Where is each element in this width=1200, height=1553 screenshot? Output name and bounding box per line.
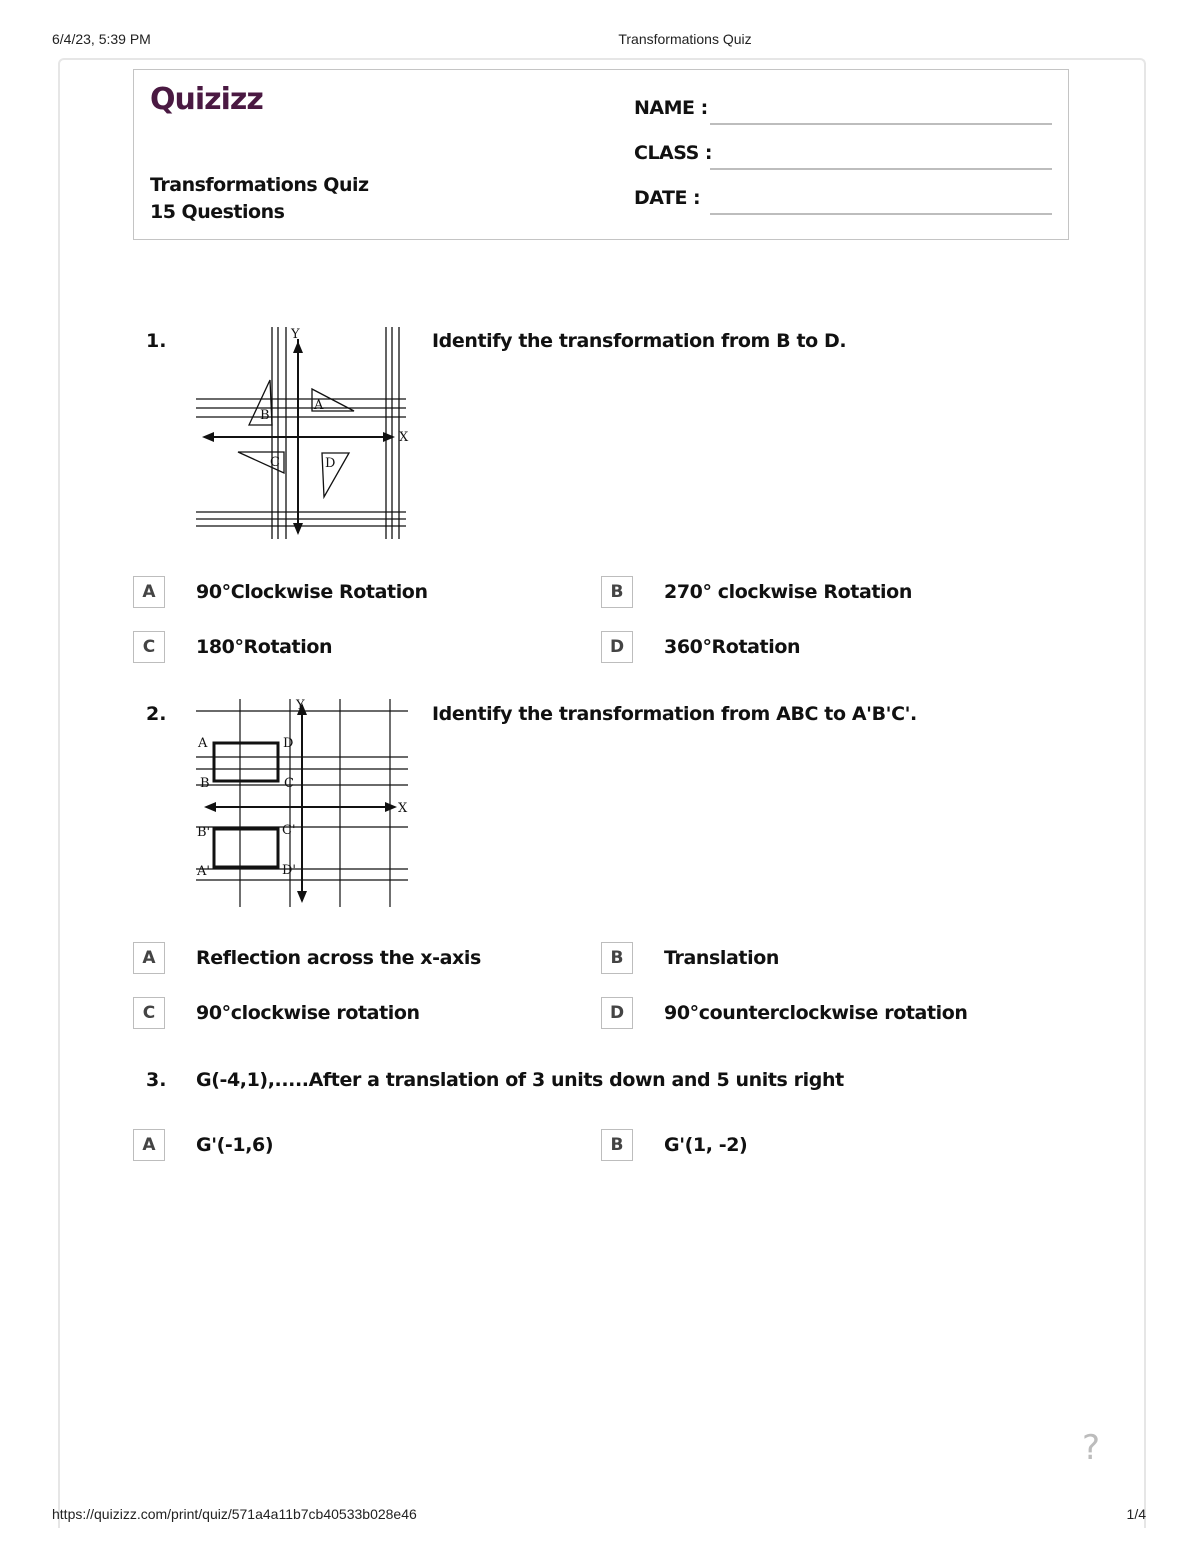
question-number: 1. [146,330,167,352]
figure-label-x: X [399,430,409,445]
figure-label-y: Y [296,698,305,713]
question-1-figure [194,325,410,541]
print-datetime: 6/4/23, 5:39 PM [52,31,151,47]
figure-label-c: C [270,455,280,470]
question-count: 15 Questions [150,201,285,223]
question-2-figure [194,697,410,909]
figure-label-b: B [200,776,210,791]
option-letter: B [601,942,633,974]
option-text: 90°clockwise rotation [196,1002,420,1024]
option-letter: D [601,631,633,663]
name-label: NAME : [634,97,708,119]
option-text: 90°Clockwise Rotation [196,581,428,603]
figure-label-x: X [398,801,408,816]
help-icon[interactable]: ? [1082,1428,1101,1468]
question-number: 2. [146,703,167,725]
option-text: Translation [664,947,780,969]
date-line [710,213,1052,215]
print-title: Transformations Quiz [618,31,752,47]
figure-label-c-prime: C' [282,823,296,838]
date-label: DATE : [634,187,701,209]
print-url[interactable]: https://quizizz.com/print/quiz/571a4a11b7cb40533b028e46 [52,1506,417,1522]
figure-label-y: Y [291,327,300,342]
quiz-header [133,69,1069,240]
option-text: 360°Rotation [664,636,801,658]
name-line [710,123,1052,125]
figure-label-c: C [284,776,294,791]
class-field[interactable] [634,140,1054,170]
option-letter: D [601,997,633,1029]
option-text: 270° clockwise Rotation [664,581,912,603]
figure-label-a: A [198,736,208,751]
option-letter: A [133,576,165,608]
question-text: Identify the transformation from ABC to A'B'C'. [432,703,917,725]
question-text: Identify the transformation from B to D. [432,330,847,352]
date-field[interactable] [634,185,1054,215]
option-letter: B [601,1129,633,1161]
option-letter: B [601,576,633,608]
class-line [710,168,1052,170]
option-text: 180°Rotation [196,636,333,658]
option-letter: C [133,997,165,1029]
question-text: G(-4,1),.....After a translation of 3 units down and 5 units right [196,1069,844,1091]
figure-label-b: B [260,408,270,423]
figure-label-d-prime: D' [282,863,296,878]
option-letter: A [133,942,165,974]
class-label: CLASS : [634,142,712,164]
name-field[interactable] [634,95,1054,125]
option-text: 90°counterclockwise rotation [664,1002,968,1024]
quiz-title: Transformations Quiz [150,174,369,196]
option-text: G'(-1,6) [196,1134,274,1156]
option-text: Reflection across the x-axis [196,947,481,969]
print-page-number: 1/4 [1126,1506,1146,1522]
option-letter: A [133,1129,165,1161]
quizizz-logo: Quizizz [150,82,263,117]
figure-label-a-prime: A' [197,864,210,879]
figure-label-a: A [314,398,324,413]
figure-label-d: D [283,736,294,751]
option-letter: C [133,631,165,663]
question-number: 3. [146,1069,167,1091]
figure-label-d: D [325,456,336,471]
option-text: G'(1, -2) [664,1134,748,1156]
figure-label-b-prime: B' [197,825,211,840]
